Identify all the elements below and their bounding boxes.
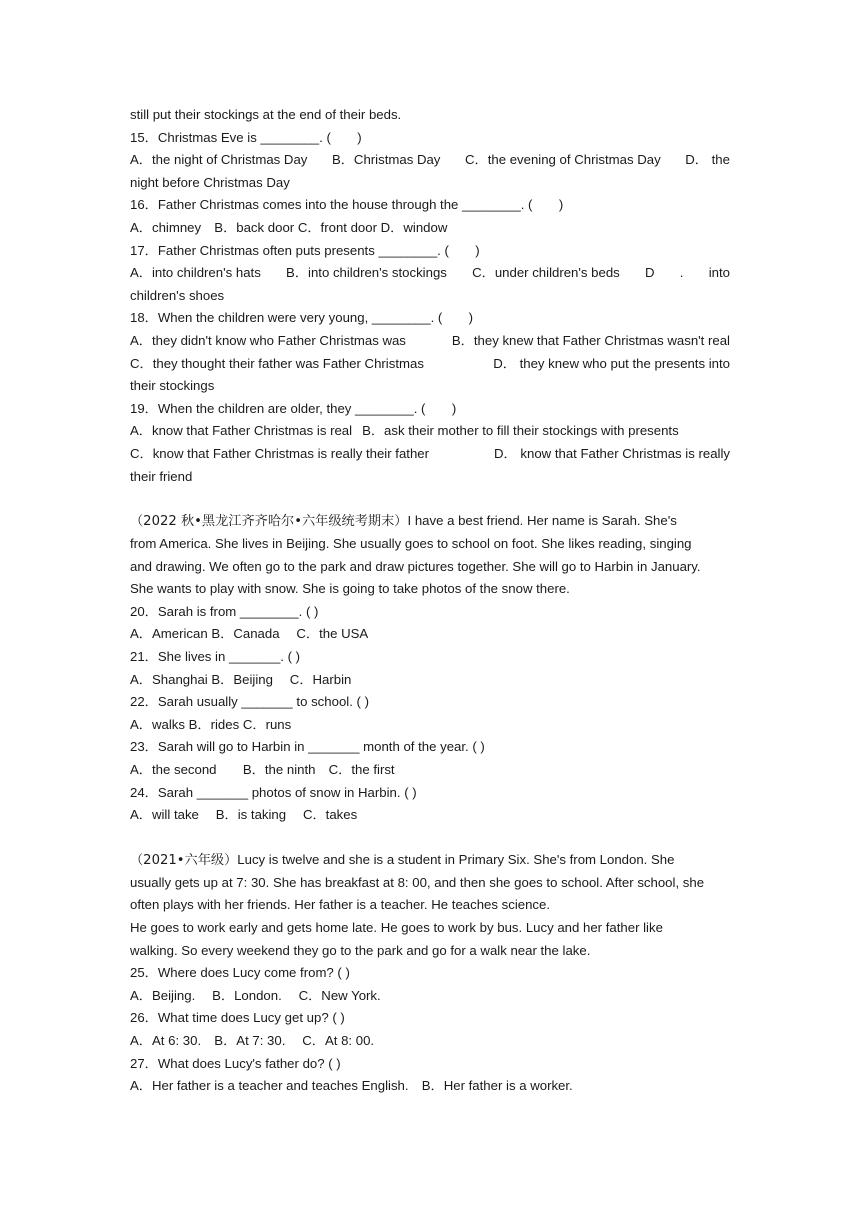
passage-line: walking. So every weekend they go to the park and go for a walk near the lake. xyxy=(130,942,591,958)
passage-line: He goes to work early and gets home late. He goes to work by bus. Lucy and her father like xyxy=(130,919,663,935)
document-page xyxy=(130,104,730,1098)
option-b: B．Christmas Day xyxy=(331,152,441,168)
question-20-options: A．American B．Canada C．the USA xyxy=(130,626,369,642)
question-21: 21．She lives in _______. ( ) xyxy=(130,649,301,665)
passage-text: Lucy is twelve and she is a student in Primary Six. She's from London. She xyxy=(237,852,675,868)
option-a: A．know that Father Christmas is real xyxy=(130,423,353,439)
question-22-options: A．walks B．rides C．runs xyxy=(130,716,292,732)
question-18-option-d-cont: their stockings xyxy=(130,378,215,394)
question-15-option-d-cont: night before Christmas Day xyxy=(130,174,290,190)
question-24-options: A．will take B．is taking C．takes xyxy=(130,807,358,823)
passage-line: from America. She lives in Beijing. She usually goes to school on foot. She likes reading, singing xyxy=(130,536,692,552)
option-d: D． they knew who put the presents into xyxy=(493,355,730,371)
option-d: D． the xyxy=(685,152,730,168)
option-c: C．they thought their father was Father Christmas xyxy=(130,355,424,371)
question-19-options-ab xyxy=(130,420,730,443)
question-18: 18．When the children were very young, ________. ( ) xyxy=(130,310,474,326)
question-19: 19．When the children are older, they ________. ( ) xyxy=(130,400,457,416)
passage-3-line-1 xyxy=(130,849,730,872)
option-c: C．know that Father Christmas is really their father xyxy=(130,445,430,461)
passage-line: usually gets up at 7: 30. She has breakfast at 8: 00, and then she goes to school. After school, she xyxy=(130,874,705,890)
option-d-dot: . xyxy=(679,265,684,281)
option-d-letter: D xyxy=(645,265,655,281)
question-16: 16．Father Christmas comes into the house through the ________. ( ) xyxy=(130,197,564,213)
question-17: 17．Father Christmas often puts presents ________. ( ) xyxy=(130,242,480,258)
question-21-options: A．Shanghai B．Beijing C．Harbin xyxy=(130,671,352,687)
passage-line: still put their stockings at the end of their beds. xyxy=(130,107,402,122)
question-18-options-ab xyxy=(130,330,730,353)
option-a: A．into children's hats xyxy=(130,265,261,281)
option-c: C．under children's beds xyxy=(472,265,620,281)
option-b: B．ask their mother to fill their stockings with presents xyxy=(362,423,679,439)
question-23: 23．Sarah will go to Harbin in _______ month of the year. ( ) xyxy=(130,739,485,755)
question-23-options: A．the second B．the ninth C．the first xyxy=(130,762,395,778)
question-18-options-cd xyxy=(130,353,730,376)
question-27: 27．What does Lucy's father do? ( ) xyxy=(130,1055,341,1071)
question-24: 24．Sarah _______ photos of snow in Harbin. ( ) xyxy=(130,784,417,800)
question-17-option-d-cont: children's shoes xyxy=(130,287,225,303)
passage-source: （2022 秋•黑龙江齐齐哈尔•六年级统考期末） xyxy=(130,514,408,530)
passage-source: （2021•六年级） xyxy=(130,853,238,869)
option-d: into xyxy=(708,265,730,281)
option-a: A．the night of Christmas Day xyxy=(130,152,308,168)
question-15-options xyxy=(130,149,730,172)
option-d: D． know that Father Christmas is really xyxy=(494,445,730,461)
passage-line: She wants to play with snow. She is going to take photos of the snow there. xyxy=(130,581,570,597)
question-19-options-cd xyxy=(130,443,730,466)
option-b: B．they knew that Father Christmas wasn't real xyxy=(451,332,730,348)
question-22: 22．Sarah usually _______ to school. ( ) xyxy=(130,694,369,710)
question-19-option-d-cont: their friend xyxy=(130,468,193,484)
passage-line: often plays with her friends. Her father is a teacher. He teaches science. xyxy=(130,897,551,913)
option-a: A．they didn't know who Father Christmas was xyxy=(130,332,406,348)
option-c: C．the evening of Christmas Day xyxy=(464,152,661,168)
option-b: B．into children's stockings xyxy=(286,265,447,281)
question-15: 15．Christmas Eve is ________. ( ) xyxy=(130,129,362,145)
question-26-options: A．At 6: 30. B．At 7: 30. C．At 8: 00. xyxy=(130,1032,375,1048)
question-26: 26．What time does Lucy get up? ( ) xyxy=(130,1010,345,1026)
passage-text: I have a best friend. Her name is Sarah. She's xyxy=(407,513,677,529)
question-16-options: A．chimney B．back door C．front door D．window xyxy=(130,219,448,235)
question-27-options: A．Her father is a teacher and teaches English. B．Her father is a worker. xyxy=(130,1078,573,1094)
question-25-options: A．Beijing. B．London. C．New York. xyxy=(130,987,381,1003)
question-20: 20．Sarah is from ________. ( ) xyxy=(130,603,319,619)
passage-2-line-1 xyxy=(130,510,730,533)
question-17-options xyxy=(130,262,730,285)
question-25: 25．Where does Lucy come from? ( ) xyxy=(130,965,350,981)
passage-line: and drawing. We often go to the park and draw pictures together. She will go to Harbin in January. xyxy=(130,558,701,574)
